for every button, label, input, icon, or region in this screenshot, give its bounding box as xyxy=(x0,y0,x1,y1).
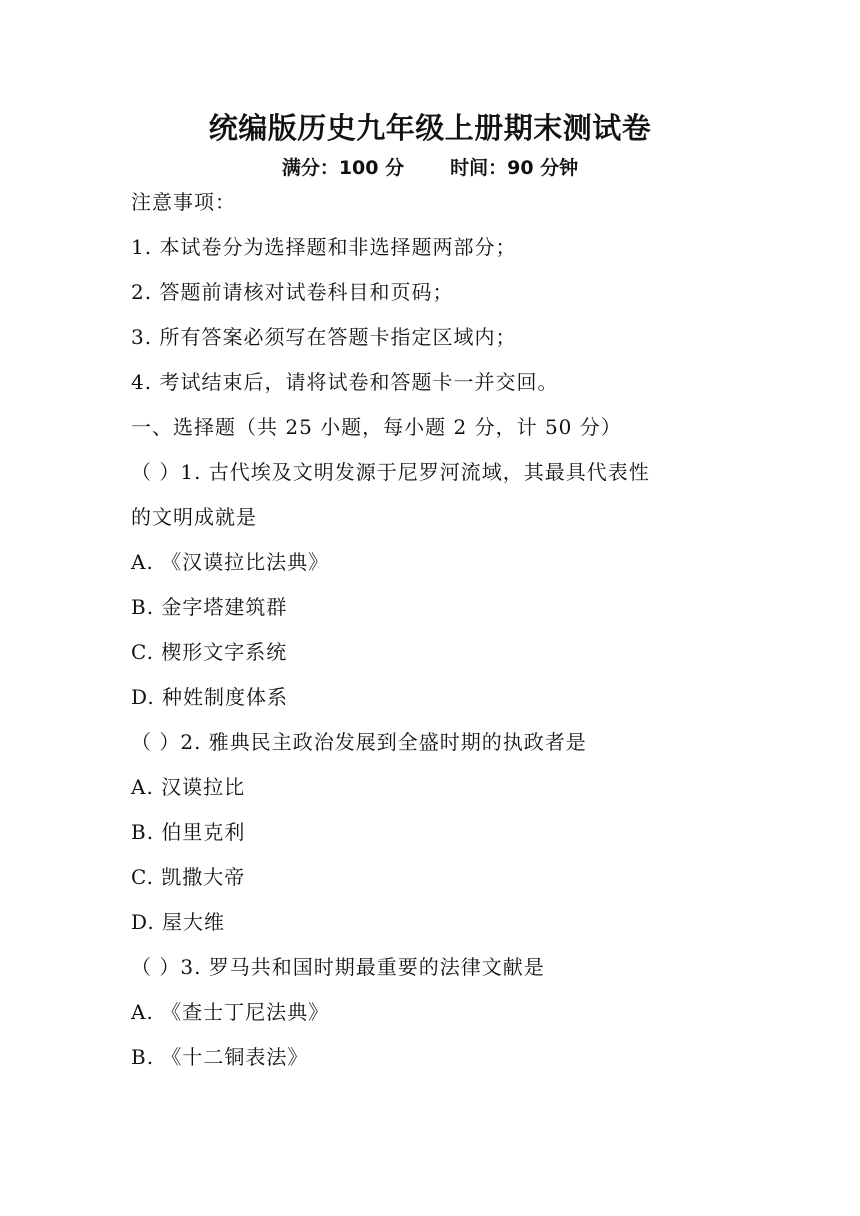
notice-item-4: 4. 考试结束后，请将试卷和答题卡一并交回。 xyxy=(131,370,559,394)
question-3-option-b: B. 《十二铜表法》 xyxy=(131,1045,309,1069)
question-2-option-d: D. 屋大维 xyxy=(131,910,226,934)
question-1-stem-line-1: （ ）1. 古代埃及文明发源于尼罗河流域，其最具代表性 xyxy=(131,460,650,484)
exam-title: 统编版历史九年级上册期末测试卷 xyxy=(208,111,652,145)
time-limit-label: 时间：90 分钟 xyxy=(450,157,579,179)
question-2-stem: （ ）2. 雅典民主政治发展到全盛时期的执政者是 xyxy=(131,730,587,754)
question-2-option-b: B. 伯里克利 xyxy=(131,820,246,844)
notice-heading: 注意事项： xyxy=(131,190,236,214)
question-3-stem: （ ）3. 罗马共和国时期最重要的法律文献是 xyxy=(131,955,545,979)
notice-item-1: 1. 本试卷分为选择题和非选择题两部分； xyxy=(131,235,517,259)
notice-item-2: 2. 答题前请核对试卷科目和页码； xyxy=(131,280,454,304)
full-score-label: 满分：100 分 xyxy=(281,157,405,179)
question-2-option-c: C. 凯撒大帝 xyxy=(131,865,246,889)
question-1-stem-line-2: 的文明成就是 xyxy=(131,505,257,529)
question-1-option-d: D. 种姓制度体系 xyxy=(131,685,289,709)
notice-item-3: 3. 所有答案必须写在答题卡指定区域内； xyxy=(131,325,517,349)
question-1-option-c: C. 楔形文字系统 xyxy=(131,640,288,664)
question-1-option-a: A. 《汉谟拉比法典》 xyxy=(131,550,330,574)
question-2-option-a: A. 汉谟拉比 xyxy=(131,775,246,799)
exam-body xyxy=(131,180,751,1080)
section-heading-choice: 一、选择题（共 25 小题，每小题 2 分，计 50 分） xyxy=(131,415,622,439)
question-3-option-a: A. 《查士丁尼法典》 xyxy=(131,1000,330,1024)
question-1-option-b: B. 金字塔建筑群 xyxy=(131,595,288,619)
